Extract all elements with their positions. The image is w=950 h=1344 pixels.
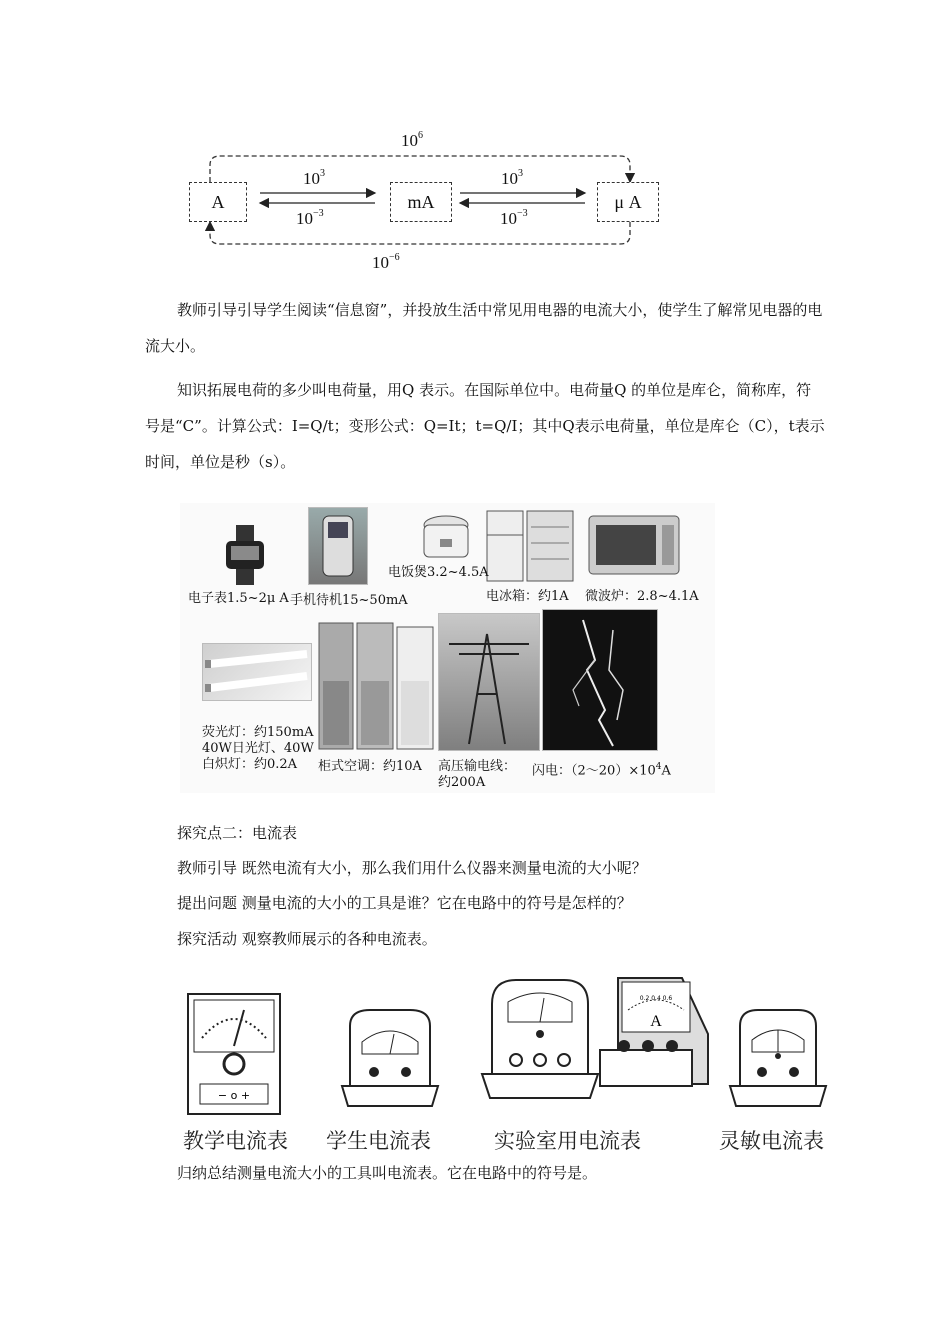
caption-lightning: 闪电：$(2\sim 20)\times 10^4A$	[532, 762, 671, 779]
caption-microwave: 微波炉：2.8~4.1A	[585, 589, 699, 604]
air-conditioner-icon	[317, 621, 435, 751]
label-sensitive-ammeter: 灵敏电流表	[719, 1129, 824, 1153]
caption-aircon: 柜式空调：约10A	[318, 759, 422, 774]
paragraph-info-window: 教师引导引导学生阅读“信息窗”，并投放生活中常见用电器的电流大小，使学生了解常见电器的电流大小。	[145, 301, 823, 355]
top-dashed-arrow	[210, 156, 630, 182]
activity-line: 探究活动 观察教师展示的各种电流表。	[177, 930, 437, 948]
label-lab-ammeter: 实验室用电流表	[494, 1129, 641, 1153]
mobile-phone-icon	[309, 508, 367, 584]
rice-cooker-icon	[418, 513, 474, 563]
caption-lamps	[202, 725, 314, 773]
student-ammeter-icon	[340, 1006, 440, 1116]
galvanometer-icon	[728, 1006, 828, 1116]
bottom-dashed-arrow	[210, 222, 630, 244]
lab-box-ammeter-icon	[598, 974, 718, 1114]
caption-phone: 手机待机15~50mA	[290, 593, 408, 608]
label-student-ammeter: 学生电流表	[326, 1129, 431, 1153]
caption-fluorescent: 荧光灯：约150mA	[202, 725, 314, 740]
exp-arrow1-top: $10^3$	[303, 168, 325, 188]
appliance-collage	[180, 503, 715, 793]
lab-ammeter-icon	[480, 974, 600, 1114]
caption-cooker: 电饭煲3.2~4.5A	[388, 565, 489, 580]
exp-arrow2-top: $10^3$	[501, 168, 523, 188]
refrigerator-icon	[485, 509, 575, 583]
caption-fridge: 电冰箱：约1A	[486, 589, 569, 604]
exp-arrow2-bottom: $10^{-3}$	[500, 208, 528, 228]
caption-daylight: 40W日光灯、40W	[202, 741, 314, 756]
lightning-photo	[542, 609, 658, 751]
question-line: 提出问题 测量电流的大小的工具是谁？它在电路中的符号是怎样的？	[177, 894, 632, 912]
caption-watch: 电子表1.5~2μ A	[188, 591, 289, 606]
watch-icon	[220, 525, 270, 585]
power-line-photo	[438, 613, 540, 751]
fluorescent-lamp-photo	[202, 643, 312, 701]
microwave-icon	[588, 515, 680, 577]
label-teaching-ammeter: 教学电流表	[183, 1129, 288, 1153]
power-tower-icon	[439, 614, 539, 750]
fluorescent-tube-icon	[203, 644, 311, 700]
paragraph-charge-extension: 知识拓展电荷的多少叫电荷量，用Q 表示。在国际单位中。电荷量Q 的单位是库仑，简称库，符号是“C”。计算公式：I=Q/t；变形公式：Q=It；t=Q/I；其中Q表示电荷量，单位是库仑（C），t表示时间，单位是秒（s）。	[145, 381, 825, 471]
caption-power-line	[438, 759, 516, 791]
unit-box-ua: μ A	[597, 182, 659, 222]
unit-box-ma: mA	[390, 182, 452, 222]
svg-text:A: A	[650, 1013, 662, 1030]
lightning-bolt-icon	[543, 610, 657, 750]
caption-power-line-label: 高压输电线：	[438, 759, 517, 774]
teacher-guide-line: 教师引导 既然电流有大小，那么我们用什么仪器来测量电流的大小呢？	[177, 859, 647, 877]
unit-box-a: A	[189, 182, 247, 222]
caption-power-line-value: 约200A	[438, 775, 486, 790]
phone-photo	[308, 507, 368, 585]
summary-line: 归纳总结测量电流大小的工具叫电流表。它在电路中的符号是。	[177, 1164, 598, 1182]
exp-bottom: $10^{-6}$	[372, 252, 400, 272]
caption-incandescent: 白炽灯：约0.2A	[202, 757, 298, 772]
svg-text:0.2 0.4 0.6: 0.2 0.4 0.6	[639, 995, 673, 1002]
exp-top: $10^6$	[401, 130, 423, 150]
teaching-ammeter-icon	[186, 990, 282, 1118]
section-heading-ammeter: 探究点二：电流表	[177, 824, 298, 842]
svg-text:− o +: − o +	[217, 1089, 251, 1102]
exp-arrow1-bottom: $10^{-3}$	[296, 208, 324, 228]
